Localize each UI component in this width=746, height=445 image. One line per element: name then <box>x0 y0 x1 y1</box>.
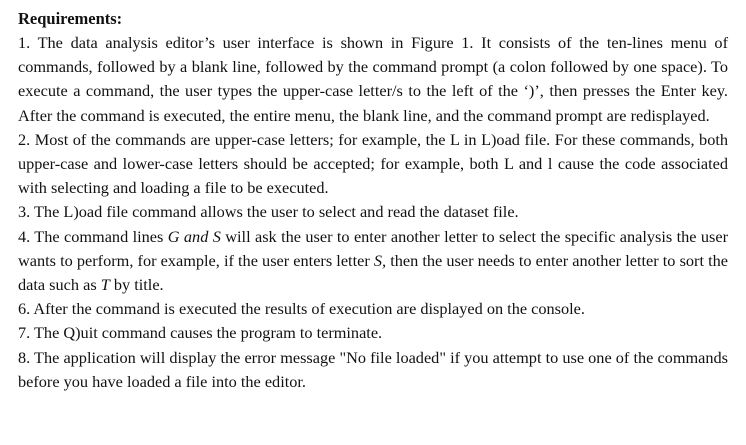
requirement-3-text: 3. The L)oad file command allows the user to select and read the dataset file. <box>18 202 519 222</box>
requirement-4-letter-s: S, <box>373 250 387 270</box>
requirement-4-text-b: will ask the user to enter another letter to select the specific analysis the user wants to perform, for example, if the user enters letter <box>18 226 728 270</box>
requirement-8 <box>18 346 728 394</box>
requirement-4-text-c: then the user needs to enter another letter to sort the data such as <box>18 250 729 295</box>
requirement-7 <box>18 321 728 345</box>
requirement-2 <box>18 128 728 201</box>
requirement-1-text: 1. The data analysis editor’s user interface is shown in Figure 1. It consists of the ten-lines menu of commands, followed by a blank line, followed by the command prompt (a colon followed by one space). To execute a command, the user types the upper-case letter/s to the left of the ‘)’, then presses the Enter key. After the command is executed, the entire menu, the blank line, and the command prompt are redisplayed. <box>18 33 728 125</box>
requirement-4-commands-g-s: G and S <box>167 226 221 246</box>
requirement-4-letter-t: T <box>100 275 110 295</box>
requirement-7-text: 7. The Q)uit command causes the program to terminate. <box>18 323 383 343</box>
requirement-2-text: 2. Most of the commands are upper-case letters; for example, the L in L)oad file. For these commands, both upper-case and lower-case letters should be accepted; for example, both L and l cause the code associated with selecting and loading a file to be executed. <box>18 129 728 198</box>
requirement-1 <box>18 31 728 128</box>
requirement-6 <box>18 297 728 321</box>
requirements-heading: Requirements: <box>18 9 123 28</box>
requirement-4-text-d: by title. <box>109 275 164 295</box>
requirement-3 <box>18 200 728 224</box>
requirement-8-text: 8. The application will display the error message "No file loaded" if you attempt to use one of the commands before you have loaded a file into the editor. <box>18 347 728 391</box>
requirement-4-text-a: 4. The command lines <box>18 226 168 246</box>
requirement-4 <box>18 225 728 298</box>
requirement-6-text: 6. After the command is executed the results of execution are displayed on the console. <box>18 299 585 319</box>
